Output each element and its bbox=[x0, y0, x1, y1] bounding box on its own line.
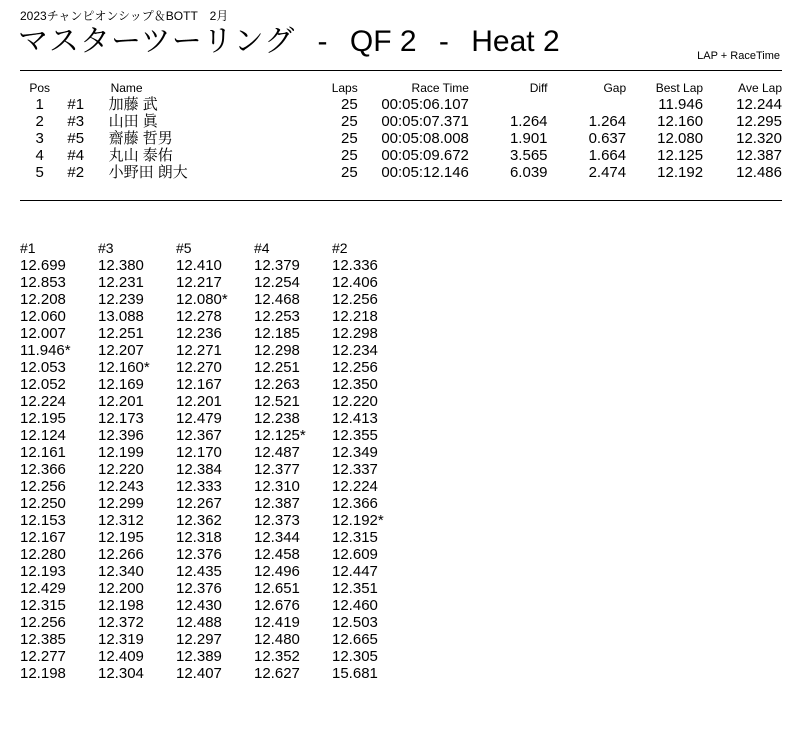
lap-time: 12.195 bbox=[20, 410, 66, 427]
mode-label: LAP + RaceTime bbox=[697, 50, 780, 62]
lap-time: 12.351 bbox=[332, 580, 378, 597]
lap-time: 12.007 bbox=[20, 325, 66, 342]
lap-time: 13.088 bbox=[98, 308, 144, 325]
lap-time: 12.350 bbox=[332, 376, 378, 393]
lap-time: 12.270 bbox=[176, 359, 222, 376]
lap-time: 12.349 bbox=[332, 444, 378, 461]
lap-time: 12.256 bbox=[20, 478, 66, 495]
lap-time: 12.372 bbox=[98, 614, 144, 631]
lap-time: 12.676 bbox=[254, 597, 300, 614]
lap-time: 12.208 bbox=[20, 291, 66, 308]
ave-lap: 12.295 bbox=[736, 113, 782, 130]
lap-row bbox=[20, 665, 410, 682]
gap: 2.474 bbox=[588, 164, 627, 181]
results-table bbox=[20, 80, 782, 181]
gap: 1.264 bbox=[588, 113, 627, 130]
lap-time: 12.267 bbox=[176, 495, 222, 512]
lap-time: 12.193 bbox=[20, 563, 66, 580]
lap-time: 12.479 bbox=[176, 410, 222, 427]
diff: 3.565 bbox=[509, 147, 548, 164]
title-dash: - bbox=[317, 25, 328, 58]
lap-time: 12.199 bbox=[98, 444, 144, 461]
lap-time: 12.377 bbox=[254, 461, 300, 478]
lap-time: 12.256 bbox=[332, 291, 378, 308]
lap-time: 12.053 bbox=[20, 359, 66, 376]
gap: 0.637 bbox=[588, 130, 627, 147]
lap-time: 12.409 bbox=[98, 648, 144, 665]
lap-row bbox=[20, 478, 410, 495]
diff: 1.264 bbox=[509, 113, 548, 130]
lap-time: 12.389 bbox=[176, 648, 222, 665]
lap-col-header: #4 bbox=[254, 240, 270, 256]
lap-time: 12.198 bbox=[98, 597, 144, 614]
lap-row bbox=[20, 393, 410, 410]
lap-time: 12.243 bbox=[98, 478, 144, 495]
lap-time: 12.170 bbox=[176, 444, 222, 461]
col-name: Name bbox=[110, 81, 143, 95]
top-divider bbox=[20, 70, 782, 71]
race-time: 00:05:06.107 bbox=[381, 96, 469, 113]
laps: 25 bbox=[341, 113, 358, 130]
gap bbox=[548, 96, 627, 113]
lap-time: 12.254 bbox=[254, 274, 300, 291]
lap-time: 12.430 bbox=[176, 597, 222, 614]
lap-time: 12.651 bbox=[254, 580, 300, 597]
ave-lap: 12.320 bbox=[736, 130, 782, 147]
lap-time: 12.699 bbox=[20, 257, 66, 274]
lap-time: 12.200 bbox=[98, 580, 144, 597]
lap-row bbox=[20, 291, 410, 308]
lap-time: 12.407 bbox=[176, 665, 222, 682]
lap-time: 12.167 bbox=[20, 529, 66, 546]
result-row bbox=[20, 164, 782, 181]
lap-time: 12.224 bbox=[332, 478, 378, 495]
lap-time: 12.413 bbox=[332, 410, 378, 427]
lap-time: 12.224 bbox=[20, 393, 66, 410]
lap-row bbox=[20, 461, 410, 478]
lap-time: 12.271 bbox=[176, 342, 222, 359]
lap-time: 12.480 bbox=[254, 631, 300, 648]
lap-time: 12.665 bbox=[332, 631, 378, 648]
title-round: QF 2 bbox=[349, 25, 417, 58]
lap-time: 12.366 bbox=[20, 461, 66, 478]
lap-time: 12.263 bbox=[254, 376, 300, 393]
lap-time: 12.487 bbox=[254, 444, 300, 461]
result-row bbox=[20, 113, 782, 130]
lap-time: 12.460 bbox=[332, 597, 378, 614]
lap-time: 12.207 bbox=[98, 342, 144, 359]
lap-time: 12.355 bbox=[332, 427, 378, 444]
lap-row bbox=[20, 495, 410, 512]
lap-time: 12.220 bbox=[332, 393, 378, 410]
lap-time: 12.310 bbox=[254, 478, 300, 495]
title-class: マスターツーリング bbox=[18, 25, 296, 58]
laps: 25 bbox=[341, 96, 358, 113]
lap-time: 12.298 bbox=[254, 342, 300, 359]
lap-time: 12.503 bbox=[332, 614, 378, 631]
result-row bbox=[20, 130, 782, 147]
lap-time: 12.379 bbox=[254, 257, 300, 274]
lap-time: 12.080* bbox=[176, 291, 228, 308]
lap-time: 12.192* bbox=[332, 512, 384, 529]
driver-name: 齋藤 哲男 bbox=[108, 130, 173, 147]
lap-time: 12.376 bbox=[176, 546, 222, 563]
lap-time: 12.298 bbox=[332, 325, 378, 342]
lap-time: 12.052 bbox=[20, 376, 66, 393]
pos: 4 bbox=[35, 147, 44, 164]
lap-time: 12.336 bbox=[332, 257, 378, 274]
col-diff: Diff bbox=[529, 81, 548, 95]
lap-time: 12.429 bbox=[20, 580, 66, 597]
lap-row bbox=[20, 257, 410, 274]
lap-time: 12.201 bbox=[176, 393, 222, 410]
best-lap: 12.125 bbox=[657, 147, 704, 164]
ave-lap: 12.244 bbox=[736, 96, 782, 113]
lap-time: 12.447 bbox=[332, 563, 378, 580]
lap-row bbox=[20, 580, 410, 597]
lap-time: 12.125* bbox=[254, 427, 306, 444]
lap-time: 12.305 bbox=[332, 648, 378, 665]
diff: 1.901 bbox=[509, 130, 548, 147]
race-time: 00:05:09.672 bbox=[381, 147, 469, 164]
result-row bbox=[20, 147, 782, 164]
lap-time: 12.315 bbox=[20, 597, 66, 614]
results-header-row bbox=[20, 80, 782, 96]
lap-time: 12.366 bbox=[332, 495, 378, 512]
col-ave-lap: Ave Lap bbox=[738, 81, 782, 95]
lap-time: 12.266 bbox=[98, 546, 144, 563]
col-best-lap: Best Lap bbox=[655, 81, 704, 95]
lap-time: 12.198 bbox=[20, 665, 66, 682]
lap-row bbox=[20, 631, 410, 648]
lap-time: 12.627 bbox=[254, 665, 300, 682]
lap-times-table bbox=[20, 240, 410, 682]
lap-time: 12.315 bbox=[332, 529, 378, 546]
lap-time: 12.340 bbox=[98, 563, 144, 580]
lap-time: 12.256 bbox=[332, 359, 378, 376]
lap-time: 11.946* bbox=[20, 342, 71, 359]
lap-time: 12.853 bbox=[20, 274, 66, 291]
lap-row bbox=[20, 597, 410, 614]
lap-time: 12.195 bbox=[98, 529, 144, 546]
laps: 25 bbox=[341, 164, 358, 181]
pos: 2 bbox=[35, 113, 44, 130]
lap-row bbox=[20, 325, 410, 342]
lap-time: 12.236 bbox=[176, 325, 222, 342]
best-lap: 12.080 bbox=[657, 130, 704, 147]
diff bbox=[469, 96, 548, 113]
lap-time: 12.253 bbox=[254, 308, 300, 325]
lap-row bbox=[20, 274, 410, 291]
lap-time: 12.419 bbox=[254, 614, 300, 631]
title-dash: - bbox=[438, 25, 449, 58]
lap-row bbox=[20, 563, 410, 580]
lap-time: 12.124 bbox=[20, 427, 66, 444]
lap-time: 12.373 bbox=[254, 512, 300, 529]
driver-name: 加藤 武 bbox=[108, 96, 158, 113]
lap-time: 12.609 bbox=[332, 546, 378, 563]
lap-row bbox=[20, 410, 410, 427]
lap-time: 12.251 bbox=[98, 325, 144, 342]
lap-time: 12.185 bbox=[254, 325, 300, 342]
lap-time: 12.160* bbox=[98, 359, 150, 376]
lap-time: 12.488 bbox=[176, 614, 222, 631]
pos: 3 bbox=[35, 130, 44, 147]
result-row bbox=[20, 96, 782, 113]
bottom-divider bbox=[20, 200, 782, 201]
lap-time: 12.521 bbox=[254, 393, 300, 410]
lap-row bbox=[20, 648, 410, 665]
best-lap: 12.192 bbox=[657, 164, 704, 181]
lap-time: 12.256 bbox=[20, 614, 66, 631]
col-race-time: Race Time bbox=[411, 81, 469, 95]
lap-row bbox=[20, 614, 410, 631]
ave-lap: 12.387 bbox=[736, 147, 782, 164]
lap-time: 12.161 bbox=[20, 444, 66, 461]
driver-name: 山田 眞 bbox=[108, 113, 158, 130]
lap-time: 15.681 bbox=[332, 665, 378, 682]
lap-time: 12.387 bbox=[254, 495, 300, 512]
lap-time: 12.201 bbox=[98, 393, 144, 410]
lap-time: 12.496 bbox=[254, 563, 300, 580]
page-title bbox=[18, 24, 560, 60]
lap-time: 12.250 bbox=[20, 495, 66, 512]
race-time: 00:05:12.146 bbox=[381, 164, 469, 181]
lap-time: 12.333 bbox=[176, 478, 222, 495]
event-subtitle: 2023チャンピオンシップ＆BOTT 2月 bbox=[20, 9, 229, 23]
lap-time: 12.280 bbox=[20, 546, 66, 563]
lap-row bbox=[20, 512, 410, 529]
lap-time: 12.319 bbox=[98, 631, 144, 648]
lap-time: 12.435 bbox=[176, 563, 222, 580]
lap-time: 12.060 bbox=[20, 308, 66, 325]
lap-time: 12.312 bbox=[98, 512, 144, 529]
lap-time: 12.410 bbox=[176, 257, 222, 274]
laps: 25 bbox=[341, 130, 358, 147]
lap-time: 12.376 bbox=[176, 580, 222, 597]
lap-row bbox=[20, 376, 410, 393]
lap-time: 12.169 bbox=[98, 376, 144, 393]
lap-row bbox=[20, 342, 410, 359]
lap-time: 12.458 bbox=[254, 546, 300, 563]
lap-row bbox=[20, 359, 410, 376]
gap: 1.664 bbox=[588, 147, 627, 164]
lap-col-header: #2 bbox=[332, 240, 348, 256]
ave-lap: 12.486 bbox=[736, 164, 782, 181]
lap-col-header: #3 bbox=[98, 240, 114, 256]
lap-time: 12.278 bbox=[176, 308, 222, 325]
lap-time: 12.304 bbox=[98, 665, 144, 682]
lap-time: 12.299 bbox=[98, 495, 144, 512]
lap-time: 12.344 bbox=[254, 529, 300, 546]
lap-header-row bbox=[20, 240, 410, 257]
laps: 25 bbox=[341, 147, 358, 164]
lap-time: 12.337 bbox=[332, 461, 378, 478]
lap-col-header: #1 bbox=[20, 240, 36, 256]
lap-time: 12.406 bbox=[332, 274, 378, 291]
lap-time: 12.231 bbox=[98, 274, 144, 291]
lap-time: 12.396 bbox=[98, 427, 144, 444]
car-number: #5 bbox=[67, 130, 85, 147]
driver-name: 丸山 泰佑 bbox=[108, 147, 173, 164]
lap-time: 12.318 bbox=[176, 529, 222, 546]
lap-col-header: #5 bbox=[176, 240, 192, 256]
lap-row bbox=[20, 546, 410, 563]
lap-time: 12.367 bbox=[176, 427, 222, 444]
lap-time: 12.239 bbox=[98, 291, 144, 308]
race-time: 00:05:07.371 bbox=[381, 113, 469, 130]
lap-time: 12.218 bbox=[332, 308, 378, 325]
pos: 1 bbox=[35, 96, 44, 113]
lap-time: 12.220 bbox=[98, 461, 144, 478]
title-heat: Heat 2 bbox=[471, 25, 560, 58]
lap-row bbox=[20, 444, 410, 461]
lap-time: 12.251 bbox=[254, 359, 300, 376]
car-number: #1 bbox=[67, 96, 85, 113]
lap-row bbox=[20, 427, 410, 444]
lap-row bbox=[20, 308, 410, 325]
car-number: #2 bbox=[67, 164, 85, 181]
lap-time: 12.173 bbox=[98, 410, 144, 427]
race-time: 00:05:08.008 bbox=[381, 130, 469, 147]
col-no bbox=[59, 80, 106, 96]
lap-time: 12.297 bbox=[176, 631, 222, 648]
lap-time: 12.153 bbox=[20, 512, 66, 529]
lap-time: 12.362 bbox=[176, 512, 222, 529]
lap-time: 12.468 bbox=[254, 291, 300, 308]
lap-time: 12.234 bbox=[332, 342, 378, 359]
lap-time: 12.385 bbox=[20, 631, 66, 648]
col-pos: Pos bbox=[29, 81, 51, 95]
best-lap: 12.160 bbox=[657, 113, 704, 130]
driver-name: 小野田 朗大 bbox=[108, 164, 188, 181]
lap-time: 12.217 bbox=[176, 274, 222, 291]
best-lap: 11.946 bbox=[658, 96, 704, 113]
car-number: #4 bbox=[67, 147, 85, 164]
lap-time: 12.277 bbox=[20, 648, 66, 665]
diff: 6.039 bbox=[509, 164, 548, 181]
lap-time: 12.384 bbox=[176, 461, 222, 478]
lap-time: 12.380 bbox=[98, 257, 144, 274]
pos: 5 bbox=[35, 164, 44, 181]
lap-time: 12.238 bbox=[254, 410, 300, 427]
car-number: #3 bbox=[67, 113, 85, 130]
col-laps: Laps bbox=[331, 81, 358, 95]
lap-row bbox=[20, 529, 410, 546]
col-gap: Gap bbox=[603, 81, 627, 95]
lap-time: 12.167 bbox=[176, 376, 222, 393]
lap-time: 12.352 bbox=[254, 648, 300, 665]
